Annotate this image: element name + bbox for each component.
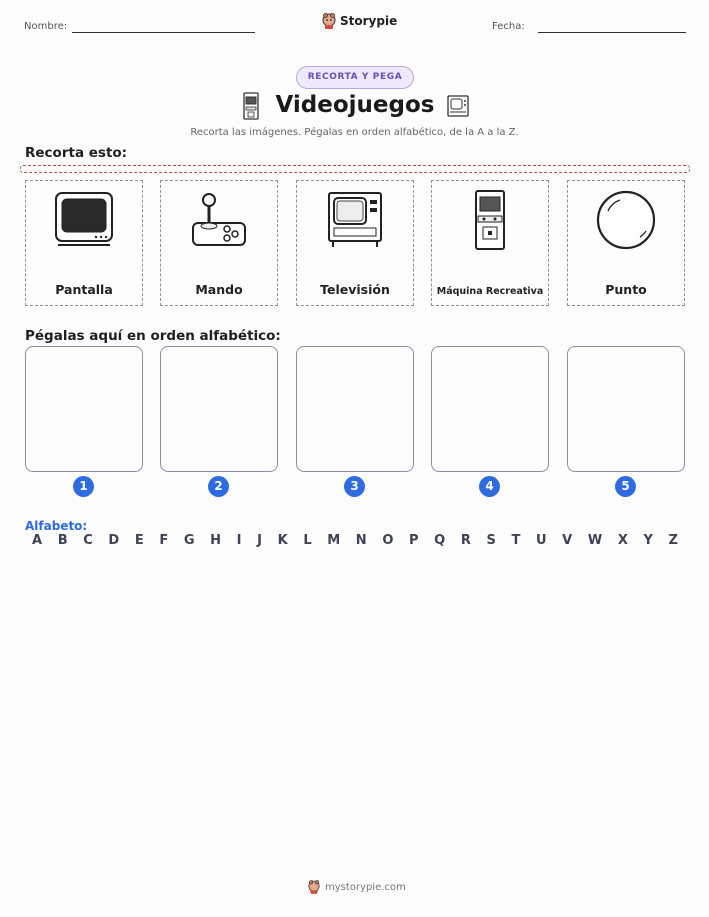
alphabet-letter: J — [257, 533, 262, 548]
number-badge: 4 — [479, 476, 500, 497]
alphabet-letter: O — [382, 533, 394, 548]
footer — [308, 880, 406, 894]
alphabet-letter: E — [134, 533, 144, 548]
paste-box-5[interactable] — [567, 346, 685, 472]
arcade-machine-icon — [468, 189, 512, 251]
cut-card-maquina-recreativa[interactable] — [431, 180, 549, 306]
card-label: Pantalla — [55, 282, 113, 297]
cut-line — [20, 165, 690, 173]
alphabet-letter: Z — [668, 533, 678, 548]
alphabet-letter: I — [236, 533, 242, 548]
number-badge: 5 — [615, 476, 636, 497]
page-title: Videojuegos — [275, 92, 435, 118]
alphabet-letter: A — [32, 533, 43, 548]
name-label: Nombre: — [24, 21, 68, 32]
cut-card-mando[interactable] — [160, 180, 278, 306]
alphabet-letter: Y — [643, 533, 653, 548]
alphabet-letter: P — [409, 533, 419, 548]
date-label: Fecha: — [492, 21, 525, 32]
date-field-line[interactable] — [538, 32, 686, 33]
number-badge: 3 — [344, 476, 365, 497]
alphabet-letter: B — [57, 533, 68, 548]
circle-dot-icon — [594, 189, 658, 251]
storypie-mascot-icon — [308, 880, 320, 894]
arcade-machine-icon — [241, 92, 261, 120]
alphabet-letter: F — [159, 533, 169, 548]
card-label: Televisión — [320, 282, 390, 297]
alphabet-letter: M — [327, 533, 341, 548]
footer-site[interactable]: mystorypie.com — [325, 881, 406, 893]
paste-box-3[interactable] — [296, 346, 414, 472]
paste-section-heading: Pégalas aquí en orden alfabético: — [25, 328, 281, 344]
alphabet-letter: D — [108, 533, 120, 548]
activity-badge: RECORTA Y PEGA — [296, 66, 414, 89]
alphabet-letter: R — [460, 533, 471, 548]
number-badge: 2 — [208, 476, 229, 497]
paste-box-4[interactable] — [431, 346, 549, 472]
alphabet-letter: C — [83, 533, 93, 548]
alphabet-heading: Alfabeto: — [25, 519, 88, 533]
alphabet-letter: X — [617, 533, 628, 548]
card-label: Punto — [605, 282, 647, 297]
retro-tv-icon — [323, 189, 387, 251]
alphabet-letter: V — [562, 533, 573, 548]
alphabet-letter: Q — [434, 533, 446, 548]
alphabet-row — [32, 533, 678, 548]
brand-logo — [322, 13, 397, 29]
alphabet-letter: G — [183, 533, 195, 548]
storypie-mascot-icon — [322, 13, 336, 29]
alphabet-letter: S — [486, 533, 496, 548]
joystick-controller-icon — [187, 189, 251, 251]
paste-box-1[interactable] — [25, 346, 143, 472]
brand-name: Storypie — [340, 14, 398, 28]
alphabet-letter: N — [355, 533, 367, 548]
card-label: Mando — [195, 282, 243, 297]
alphabet-letter: T — [511, 533, 521, 548]
instructions: Recorta las imágenes. Pégalas en orden alfabético, de la A a la Z. — [190, 127, 519, 138]
retro-tv-icon — [446, 94, 470, 118]
alphabet-letter: H — [210, 533, 222, 548]
alphabet-letter: U — [535, 533, 547, 548]
name-field-line[interactable] — [72, 32, 255, 33]
alphabet-letter: K — [277, 533, 288, 548]
monitor-icon — [52, 189, 116, 251]
alphabet-letter: W — [587, 533, 603, 548]
cut-card-pantalla[interactable] — [25, 180, 143, 306]
number-badge: 1 — [73, 476, 94, 497]
cut-card-punto[interactable] — [567, 180, 685, 306]
cut-card-television[interactable] — [296, 180, 414, 306]
paste-box-2[interactable] — [160, 346, 278, 472]
cut-section-heading: Recorta esto: — [25, 145, 128, 161]
card-label: Máquina Recreativa — [436, 286, 544, 297]
alphabet-letter: L — [303, 533, 312, 548]
